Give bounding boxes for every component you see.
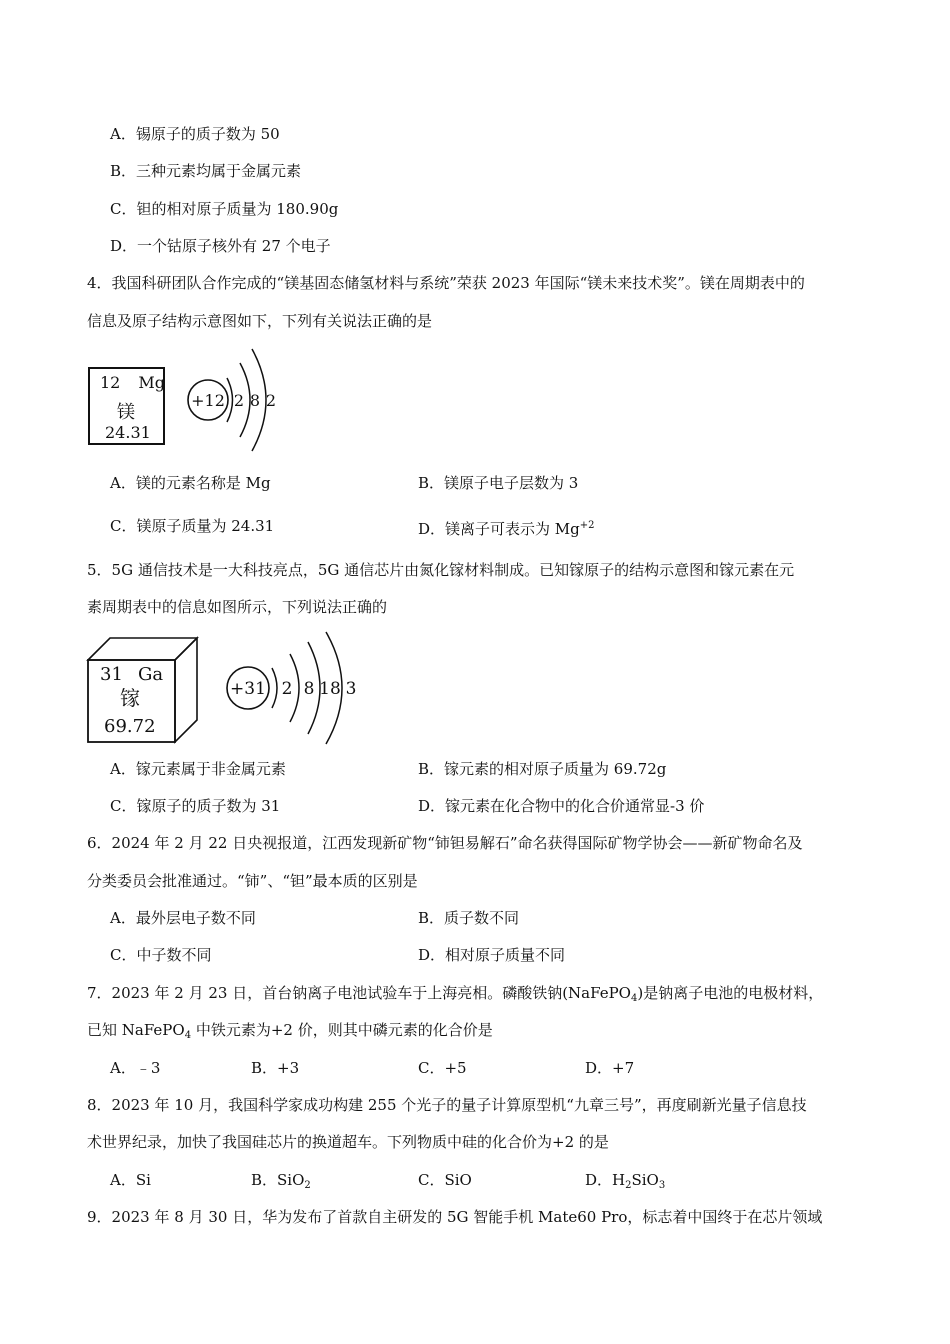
q4-option-d-prefix: D．镁离子可表示为 [418, 520, 555, 538]
q5-atom-diagram [220, 630, 365, 750]
q8-option-a: A．Si [110, 1171, 151, 1189]
q4-option-a: A．镁的元素名称是 Mg [110, 474, 271, 492]
q4-atomic-number: 12 [100, 373, 121, 392]
q4-shell-2: 8 [249, 391, 261, 410]
q7-option-d: D．+7 [585, 1059, 635, 1077]
q4-nucleus-charge: +12 [191, 391, 225, 410]
q6-option-a: A．最外层电子数不同 [110, 909, 256, 927]
q8-option-d-subscript-2: 3 [658, 1180, 666, 1191]
q8-option-b [251, 1170, 311, 1196]
q3-option-c: C．钽的相对原子质量为 180.90g [110, 200, 339, 218]
q7-line1-text-a: 7．2023 年 2 月 23 日，首台钠离子电池试验车于上海亮相。磷酸铁钠(NaFePO [87, 984, 631, 1002]
q5-element-cube [86, 636, 201, 746]
q4-shell-3: 2 [265, 391, 277, 410]
q4-option-b: B．镁原子电子层数为 3 [418, 474, 579, 492]
q8-option-c: C．SiO [418, 1171, 472, 1189]
q5-shell-2: 8 [303, 679, 315, 699]
q7-line1-text-b: )是钠离子电池的电极材料， [637, 984, 824, 1002]
q6-option-d: D．相对原子质量不同 [418, 946, 566, 964]
q7-stem-line1 [87, 983, 823, 1009]
q5-option-c: C．镓原子的质子数为 31 [110, 797, 281, 815]
q3-option-a: A．锡原子的质子数为 50 [110, 125, 280, 143]
q8-option-d-text-a: D．H [585, 1171, 626, 1189]
q5-option-d: D．镓元素在化合物中的化合价通常显-3 价 [418, 797, 705, 815]
q7-line1-subscript: 4 [630, 993, 638, 1004]
q7-stem-line2 [87, 1020, 493, 1046]
q9-stem-line1: 9．2023 年 8 月 30 日，华为发布了首款自主研发的 5G 智能手机 Mate60 Pro，标志着中国终于在芯片领域 [87, 1208, 823, 1226]
q4-atom-diagram [180, 345, 290, 460]
q8-stem-line1: 8．2023 年 10 月，我国科学家成功构建 255 个光子的量子计算原型机“九章三号”，再度刷新光量子信息技 [87, 1096, 807, 1114]
q7-option-a: A．﹣3 [110, 1059, 161, 1077]
q8-option-d [585, 1170, 665, 1196]
q5-stem-line1: 5．5G 通信技术是一大科技亮点，5G 通信芯片由氮化镓材料制成。已知镓原子的结构示意图和镓元素在元 [87, 561, 795, 579]
q7-option-c: C．+5 [418, 1059, 467, 1077]
q6-option-c: C．中子数不同 [110, 946, 212, 964]
q6-option-b: B．质子数不同 [418, 909, 520, 927]
q3-option-b: B．三种元素均属于金属元素 [110, 162, 302, 180]
q7-line2-text-a: 已知 NaFePO [87, 1021, 185, 1039]
q5-option-b: B．镓元素的相对原子质量为 69.72g [418, 760, 667, 778]
q4-option-d-formula: Mg [554, 520, 580, 538]
q5-option-a: A．镓元素属于非金属元素 [110, 760, 286, 778]
q7-option-b: B．+3 [251, 1059, 300, 1077]
q4-stem-line2: 信息及原子结构示意图如下，下列有关说法正确的是 [87, 312, 433, 330]
q4-element-card [88, 367, 165, 445]
q4-element-symbol: Mg [138, 373, 165, 392]
q5-shell-3: 18 [319, 679, 341, 699]
q4-option-d-charge: +2 [579, 520, 595, 531]
q4-shell-1: 2 [233, 391, 245, 410]
q5-nucleus-charge: +31 [230, 679, 266, 699]
q7-line2-subscript: 4 [184, 1030, 192, 1041]
q6-stem-line2: 分类委员会批准通过。“铈”、“钽”最本质的区别是 [87, 872, 418, 890]
q4-element-name: 镁 [117, 402, 135, 423]
q5-shell-4: 3 [345, 679, 357, 699]
q8-option-b-text: B．SiO [251, 1171, 305, 1189]
q8-option-d-text-b: SiO [631, 1171, 659, 1189]
q4-atomic-mass: 24.31 [105, 423, 151, 442]
q5-element-name: 镓 [120, 686, 140, 710]
q5-atomic-number: 31 [100, 664, 123, 685]
q5-shell-1: 2 [281, 679, 293, 699]
q8-option-d-subscript-1: 2 [625, 1180, 632, 1191]
q3-option-d: D．一个钴原子核外有 27 个电子 [110, 237, 331, 255]
q8-stem-line2: 术世界纪录，加快了我国硅芯片的换道超车。下列物质中硅的化合价为+2 的是 [87, 1133, 609, 1151]
q7-line2-text-b: 中铁元素为+2 价，则其中磷元素的化合价是 [191, 1021, 493, 1039]
q8-option-b-subscript: 2 [304, 1180, 311, 1191]
q5-atomic-mass: 69.72 [104, 716, 156, 737]
q5-element-symbol: Ga [138, 664, 164, 685]
q4-option-d [418, 516, 595, 539]
q6-stem-line1: 6．2024 年 2 月 22 日央视报道，江西发现新矿物“铈钽易解石”命名获得国际矿物学协会——新矿物命名及 [87, 834, 803, 852]
q4-option-c: C．镁原子质量为 24.31 [110, 517, 275, 535]
q4-stem-line1: 4．我国科研团队合作完成的“镁基固态储氢材料与系统”荣获 2023 年国际“镁未来技术奖”。镁在周期表中的 [87, 274, 805, 292]
q5-stem-line2: 素周期表中的信息如图所示，下列说法正确的 [87, 598, 388, 616]
